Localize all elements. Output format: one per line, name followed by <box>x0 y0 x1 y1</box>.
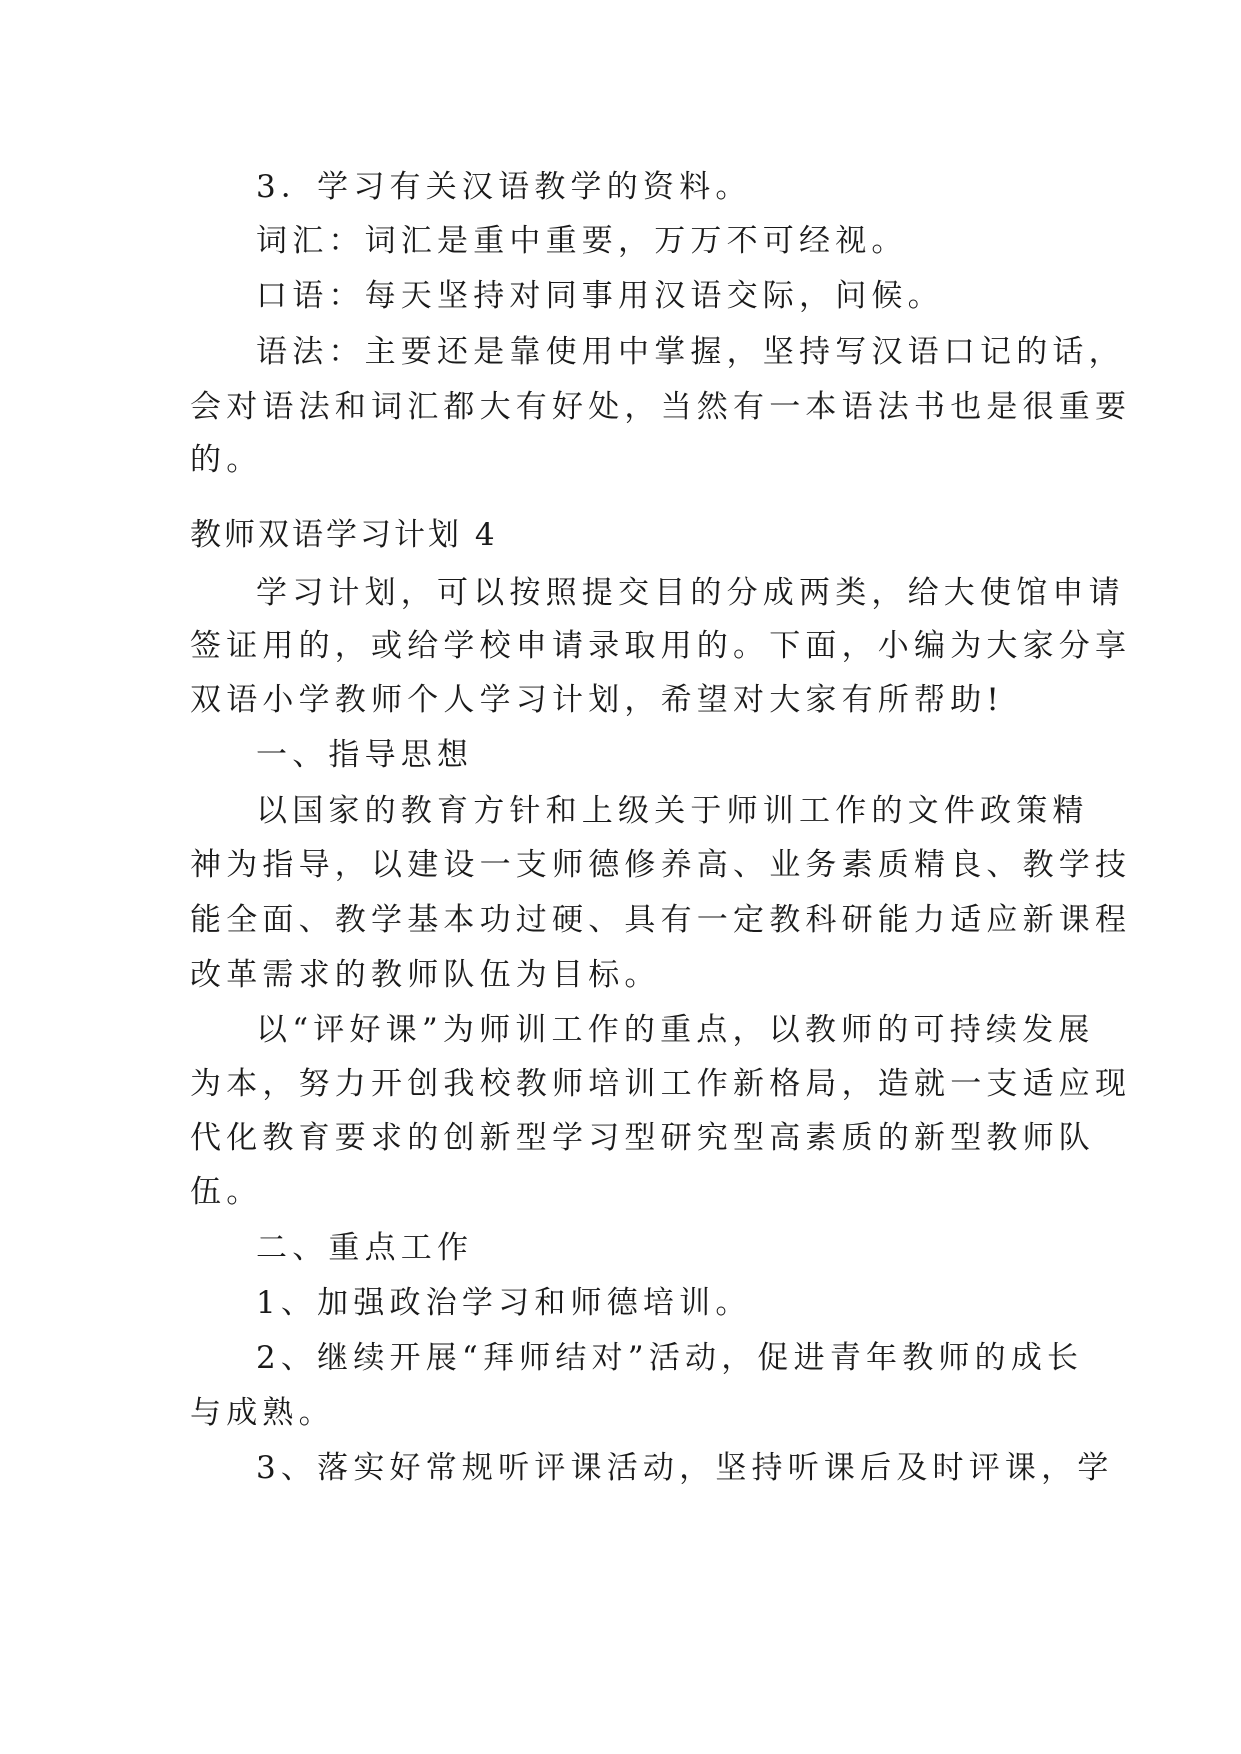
paragraph-line: 以“评好课”为师训工作的重点，以教师的可持续发展 <box>256 1012 1095 1048</box>
paragraph-line: 词汇：词汇是重中重要，万万不可经视。 <box>256 223 908 259</box>
paragraph-line: 签证用的，或给学校申请录取用的。下面，小编为大家分享 <box>190 628 1132 664</box>
paragraph-line: 能全面、教学基本功过硬、具有一定教科研能力适应新课程 <box>190 902 1132 938</box>
paragraph-line: 3．学习有关汉语教学的资料。 <box>256 169 752 205</box>
paragraph-line: 以国家的教育方针和上级关于师训工作的文件政策精 <box>256 793 1089 829</box>
subheading: 一、指导思想 <box>256 737 474 773</box>
paragraph-line: 神为指导，以建设一支师德修养高、业务素质精良、教学技 <box>190 847 1132 883</box>
list-item: 1、加强政治学习和师德培训。 <box>256 1285 752 1321</box>
paragraph-line: 会对语法和词汇都大有好处，当然有一本语法书也是很重要 <box>190 389 1132 425</box>
paragraph-line: 为本，努力开创我校教师培训工作新格局，造就一支适应现 <box>190 1066 1132 1102</box>
paragraph-line: 改革需求的教师队伍为目标。 <box>190 957 661 993</box>
paragraph-line: 代化教育要求的创新型学习型研究型高素质的新型教师队 <box>190 1120 1095 1156</box>
subheading: 二、重点工作 <box>256 1230 474 1266</box>
paragraph-line: 学习计划，可以按照提交目的分成两类，给大使馆申请 <box>256 575 1125 611</box>
paragraph-line: 口语：每天坚持对同事用汉语交际，问候。 <box>256 278 944 314</box>
paragraph-line: 双语小学教师个人学习计划，希望对大家有所帮助! <box>190 682 1005 718</box>
paragraph-line: 的。 <box>190 442 263 478</box>
paragraph-line: 伍。 <box>190 1174 263 1210</box>
list-item: 2、继续开展“拜师结对”活动，促进青年教师的成长 <box>256 1340 1084 1376</box>
paragraph-line: 与成熟。 <box>190 1395 335 1431</box>
paragraph-line: 语法：主要还是靠使用中掌握，坚持写汉语口记的话， <box>256 334 1125 370</box>
section-heading: 教师双语学习计划 4 <box>190 517 498 553</box>
list-item: 3、落实好常规听评课活动，坚持听课后及时评课，学 <box>256 1450 1114 1486</box>
